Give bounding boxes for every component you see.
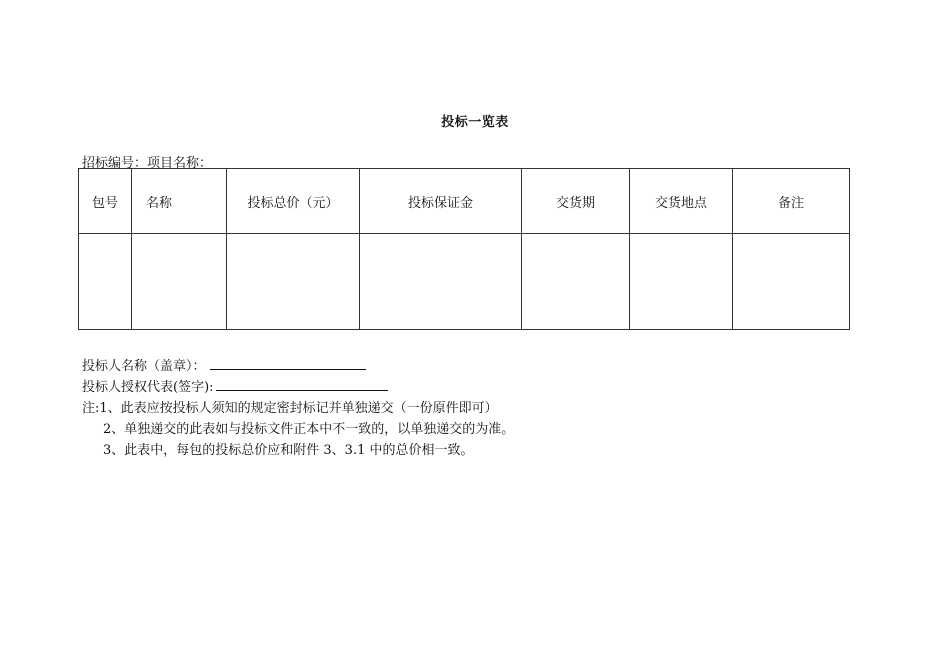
table-header-row <box>79 169 850 234</box>
cell-name[interactable] <box>132 234 227 330</box>
document-title: 投标一览表 <box>441 115 509 130</box>
header-package-number: 包号 <box>79 169 132 234</box>
bidder-name-blank[interactable] <box>210 356 366 370</box>
bid-summary-table <box>78 168 850 330</box>
cell-delivery-location[interactable] <box>630 234 733 330</box>
cell-package-number[interactable] <box>79 234 132 330</box>
header-name: 名称 <box>132 169 227 234</box>
header-bid-bond: 投标保证金 <box>360 169 522 234</box>
cell-remarks[interactable] <box>733 234 850 330</box>
representative-label: 投标人授权代表(签字): <box>82 380 214 395</box>
representative-line <box>82 376 388 395</box>
tender-number-project-name: 招标编号：项目名称： <box>82 156 213 171</box>
cell-total-bid-price[interactable] <box>227 234 360 330</box>
note-3: 3、此表中，每包的投标总价应和附件 3、3.1 中的总价相一致。 <box>103 443 474 458</box>
cell-bid-bond[interactable] <box>360 234 522 330</box>
header-delivery-location: 交货地点 <box>630 169 733 234</box>
note-1: 注:1、此表应按投标人须知的规定密封标记并单独递交（一份原件即可） <box>82 401 498 416</box>
header-delivery-period: 交货期 <box>522 169 630 234</box>
table-row <box>79 234 850 330</box>
representative-signature-blank[interactable] <box>216 377 388 391</box>
header-total-bid-price: 投标总价（元） <box>227 169 360 234</box>
bidder-name-line <box>82 355 366 374</box>
header-remarks: 备注 <box>733 169 850 234</box>
cell-delivery-period[interactable] <box>522 234 630 330</box>
note-2: 2、单独递交的此表如与投标文件正本中不一致的，以单独递交的为准。 <box>103 422 515 437</box>
bidder-name-label: 投标人名称（盖章）： <box>82 359 206 374</box>
